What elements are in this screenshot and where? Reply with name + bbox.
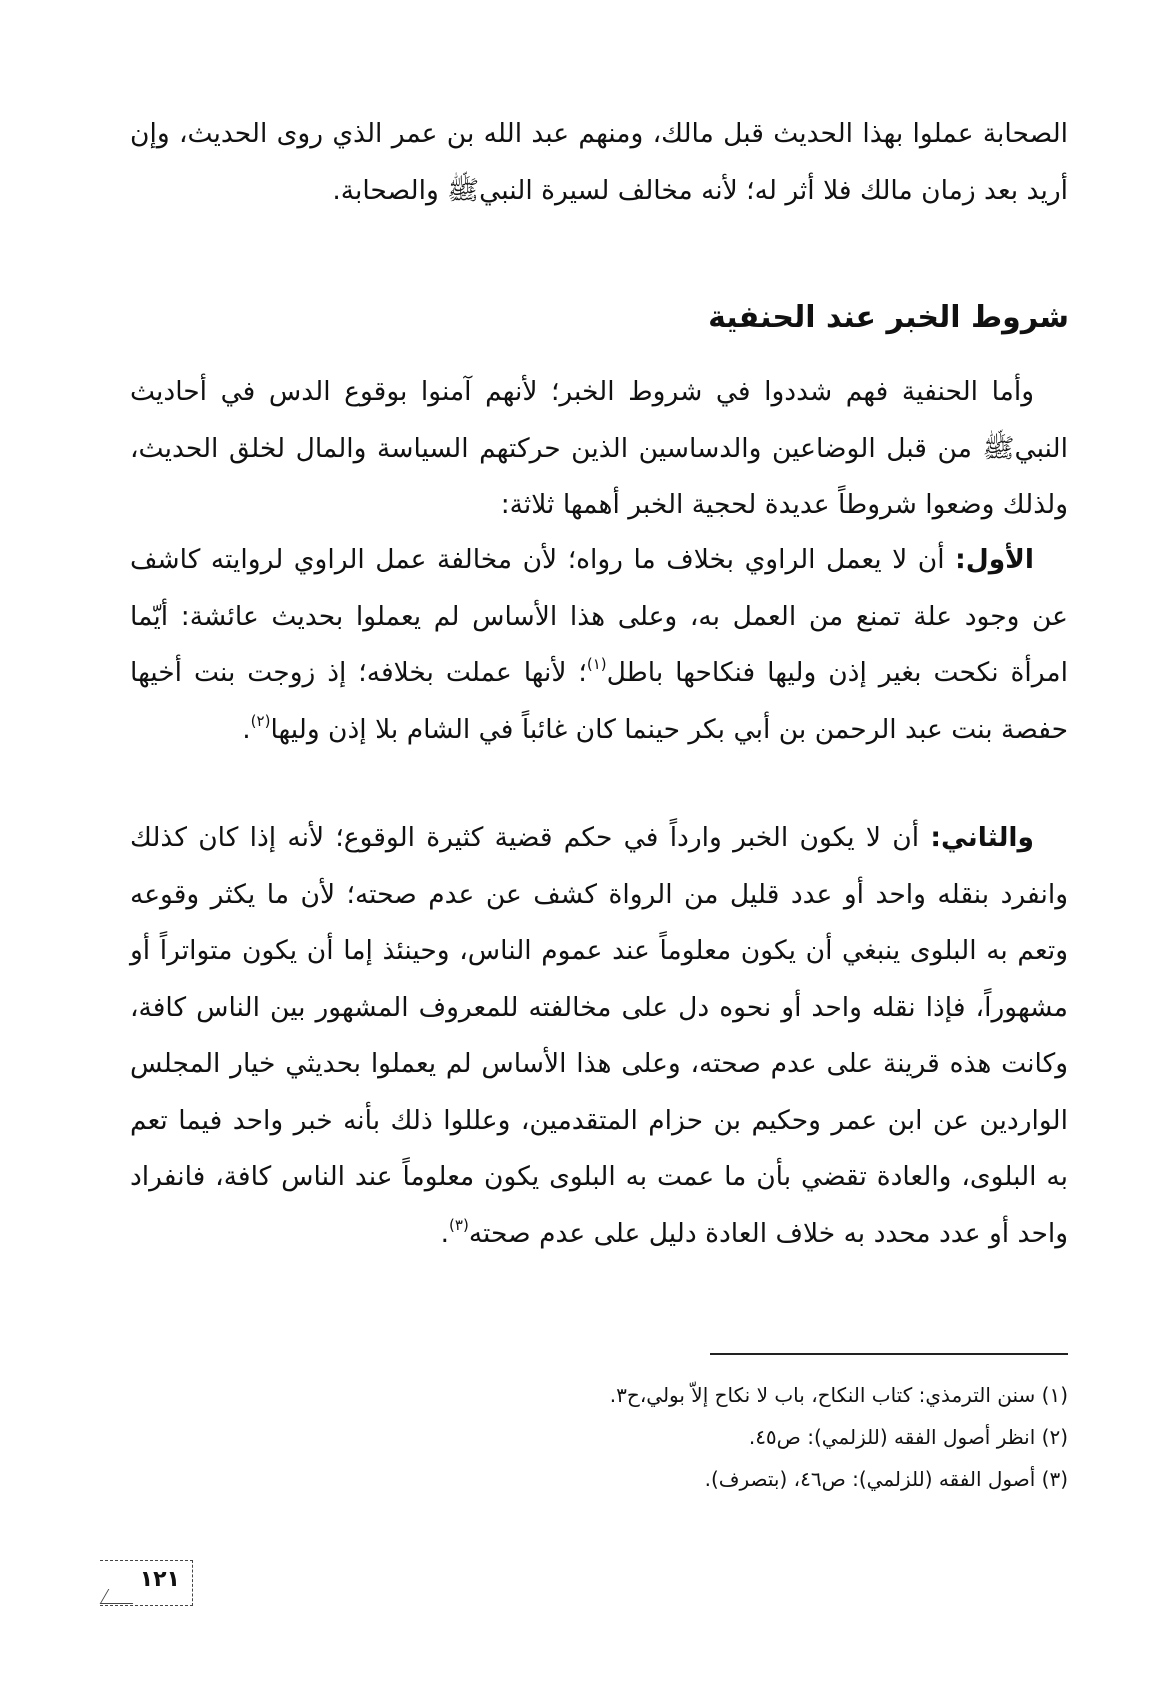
hanafi-paragraph-block	[130, 364, 1068, 534]
second-condition-paragraph	[130, 810, 1068, 1262]
footnote-ref-3: (٣)	[449, 1215, 469, 1234]
first-condition-lead: الأول:	[955, 544, 1034, 575]
footnotes	[400, 1374, 1068, 1500]
footnote-2: (٢) انظر أصول الفقه (للزلمي): ص٤٥.	[748, 1425, 1068, 1449]
intro-paragraph-block	[130, 106, 1068, 219]
second-condition-lead: والثاني:	[930, 822, 1034, 853]
footnote-3: (٣) أصول الفقه (للزلمي): ص٤٦، (بتصرف).	[704, 1467, 1068, 1491]
intro-paragraph: الصحابة عملوا بهذا الحديث قبل مالك، ومنهم عبد الله بن عمر الذي روى الحديث، وإن أريد بعد زمان مالك فلا أثر له؛ لأنه مخالف لسيرة النبيﷺ والصحابة.	[130, 118, 1068, 206]
first-condition-text-3: .	[242, 713, 251, 745]
first-condition-text-2: ؛ لأنها عملت بخلافه؛ إذ زوجت بنت أخيها حفصة بنت عبد الرحمن بن أبي بكر حينما كان غائباً في الشام بلا إذن وليها	[130, 657, 1068, 745]
second-condition-text-1: أن لا يكون الخبر وارداً في حكم قضية كثيرة الوقوع؛ لأنه إذا كان كذلك وانفرد بنقله واحد أو عدد قليل من الرواة كشف عن عدم صحته؛ لأن ما يكثر وقوعه وتعم به البلوى ينبغي أن يكون معلوماً عند عموم الناس، وحينئذ إما أن يكون متواتراً أو مشهوراً، فإذا نقله واحد أو نحوه دل على مخالفته للمعروف المشهور بين الناس كافة، وكانت هذه قرينة على عدم صحته، وعلى هذا الأساس لم يعملوا بحديثي خيار المجلس الواردين عن ابن عمر وحكيم بن حزام المتقدمين، وعللوا ذلك بأنه خبر واحد فيما تعم به البلوى، والعادة تقضي بأن ما عمت به البلوى يكون معلوماً عند الناس كافة، فانفراد واحد أو عدد محدد به خلاف العادة دليل على عدم صحته	[130, 822, 1068, 1249]
footnote-ref-1: (١)	[586, 655, 607, 673]
page-number-frame	[100, 1560, 193, 1606]
page-number: ١٢١	[139, 1567, 180, 1592]
first-condition-paragraph	[130, 532, 1068, 758]
footnote-ref-2: (٢)	[250, 711, 271, 730]
second-condition-text-2: .	[440, 1217, 450, 1249]
footnote-separator	[710, 1353, 1068, 1355]
first-condition-block	[130, 532, 1068, 758]
hanafi-paragraph: وأما الحنفية فهم شددوا في شروط الخبر؛ لأنهم آمنوا بوقوع الدس في أحاديث النبيﷺ من قبل الوضاعين والدساسين الذين حركتهم السياسة والمال لخلق الحديث، ولذلك وضعوا شروطاً عديدة لحجية الخبر أهمها ثلاثة:	[130, 376, 1068, 520]
first-condition-text-1: أن لا يعمل الراوي بخلاف ما رواه؛ لأن مخالفة عمل الراوي لروايته كاشف عن وجود علة تمنع من العمل به، وعلى هذا الأساس لم يعملوا بحديث عائشة: أيّما امرأة نكحت بغير إذن وليها فنكاحها باطل	[130, 544, 1068, 688]
footnote-1: (١) سنن الترمذي: كتاب النكاح، باب لا نكاح إلاّ بولي،ح٣.	[609, 1383, 1068, 1407]
section-heading: شروط الخبر عند الحنفية	[708, 300, 1069, 335]
second-condition-block	[130, 810, 1068, 1262]
